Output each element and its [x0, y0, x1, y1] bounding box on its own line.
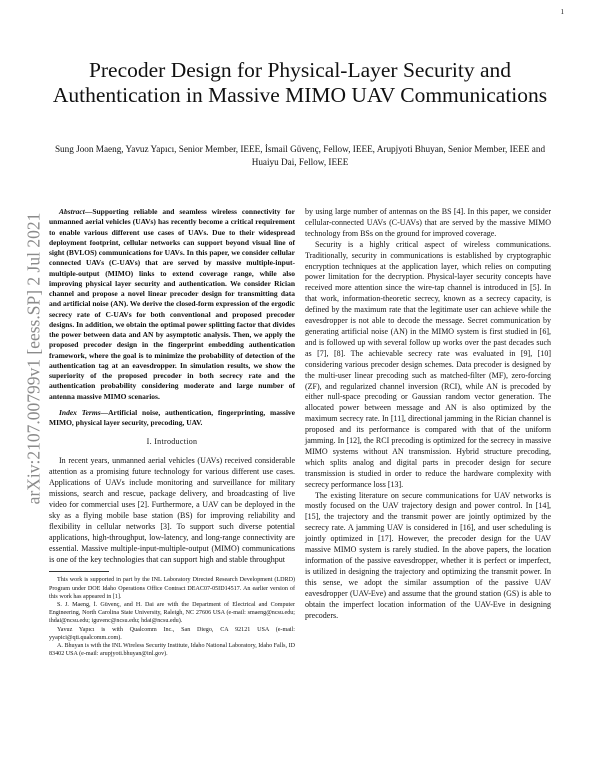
- body-paragraph: The existing literature on secure communications for UAV networks is mostly focused on the UAV trajectory design and power control. In [14], [15], the trajectory and the transmit power are jointly optimized by the secrecy rate. A jamming UAV is considered in [16], and user scheduling is jointly optimized in [17]. However, the precoder design for the UAV massive MIMO system is rarely studied. In the above papers, the location information of the passive eavesdropper, whether it is perfect or imperfect, is utilized in designing the trajectory and optimizing the transmit power. In this sense, we adopt the similar assumption of the passive UAV eavesdropper (UAV-Eve) and assume that the ground station (GS) is able to obtain the imperfect location information of the UAV-Eve in designing precoders.: [305, 490, 551, 620]
- footnote-affiliation: Yavuz Yapıcı is with Qualcomm Inc., San Diego, CA 92121 USA (e-mail: yyapici@qti.qualcomm.com).: [49, 626, 295, 641]
- footnote-affiliation: A. Bhuyan is with the INL Wireless Security Institute, Idaho National Laboratory, Idaho Falls, ID 83402 USA (e-mail: arupjyoti.bhuyan@inl.gov).: [49, 642, 295, 658]
- body-paragraph: Security is a highly critical aspect of wireless communications. Traditionally, security in communications is established by cryptographic encryption techniques at the application layer, which relies on computing power limitation for the decryption. Physical-layer security concepts have received more attention since the wire-tap channel is introduced in [5]. In that work, information-theoretic secrecy, known as a secrecy capacity, is defined by the maximum rate that the legitimate user can achieve while the eavesdropper is not able to decode the message. Secret communication by generating artificial noise (AN) in the MIMO system is first studied in [6], and is followed up with several follow up works over the past decades such as [7], [8]. The achievable secrecy rate was evaluated in [9], [10] considering various precoder design schemes. Data precoder is designed by the multi-user linear precoding such as matched-filter (MF), zero-forcing (ZF), and regularized channel inversion (RCI), while AN is precoded by either null-space precoding or Gaussian random vector generation. The allocated power between message and AN is also optimized by the maximum secrecy rate. In [11], directional jamming in the Rician channel is proposed and its performance is compared with that of the uniform jamming. In [12], the RCI precoding is optimized for the secrecy in massive MIMO systems without AN transmission. Hybrid structure precoding, which splits analog and digital parts in precoder design for secure transmission is studied in order to reduce the hardware complexity with secrecy performance loss [13].: [305, 239, 551, 489]
- right-column: [305, 207, 551, 621]
- footnote-divider: [49, 571, 109, 572]
- footnote-funding: This work is supported in part by the INL Laboratory Directed Research Development (LDRD) Program under DOE Idaho Operations Office Contract DEAC07-05ID14517. An earlier version of this work has appeared in [1].: [49, 577, 295, 600]
- abstract-text: —Supporting reliable and seamless wireless connectivity for unmanned aerial vehicles (UAVs) has recently become a critical requirement to enable various different use cases of UAVs. Due to their widespread deployment footprint, cellular networks can support beyond visual line of sight (BVLOS) communications for UAVs. In this paper, we consider cellular connected UAVs (C-UAVs) that are served by massive multiple-input-multiple-output (MIMO) links to extend coverage range, while also improving physical layer security and authentication. We consider Rician channel and propose a novel linear precoder design for transmitting data and artificial noise (AN). We derive the closed-form expression of the ergodic secrecy rate of C-UAVs for both conventional and proposed precoder designs. In addition, we obtain the optimal power splitting factor that divides the power between data and AN by asymptotic analysis. Then, we apply the proposed precoder design in the fingerprint embedding authentication framework, where the goal is to minimize the probability of detection of the authentication tag at an eavesdropper. In simulation results, we show the superiority of the proposed precoder in both secrecy rate and the authentication probability considering moderate and large number of antenna massive MIMO scenarios.: [49, 207, 295, 401]
- paper-title: Precoder Design for Physical-Layer Security and Authentication in Massive MIMO UAV Communications: [52, 58, 548, 107]
- body-paragraph: by using large number of antennas on the BS [4]. In this paper, we consider cellular-connected UAVs (C-UAVs) that are served by the massive MIMO technology from BSs on the ground for improved coverage.: [305, 207, 551, 238]
- abstract-label: Abstract: [59, 207, 85, 216]
- arxiv-identifier-stamp[interactable]: arXiv:2107.00799v1 [eess.SP] 2 Jul 2021: [23, 212, 44, 505]
- author-list: Sung Joon Maeng, Yavuz Yapıcı, Senior Member, IEEE, İsmail Güvenç, Fellow, IEEE, Arupjyoti Bhuyan, Senior Member, IEEE and Huaiyu Dai, Fellow, IEEE: [54, 144, 546, 167]
- index-terms-text: —Artificial noise, authentication, fingerprinting, massive MIMO, physical layer security, precoding, UAV.: [49, 407, 295, 427]
- index-terms-label: Index Terms: [59, 407, 101, 417]
- section-heading-introduction: I. Introduction: [146, 437, 198, 447]
- index-terms: [49, 408, 295, 429]
- body-paragraph: In recent years, unmanned aerial vehicles (UAVs) received considerable attention as a promising future technology for various different use cases. Applications of UAVs include monitoring and surveillance for military missions, search and rescue, package delivery, and broadcasting of live video for commercial uses [2]. Furthermore, a UAV can be deployed in the sky as a flying mobile base station (BS) for improving reliability and flexibility in cellular networks [3]. To support such diverse potential applications, high-throughput, low-latency, and long-range connectivity are essential. Massive multiple-input-multiple-output (MIMO) communications is one of the key technologies that can support high and stable throughput: [49, 455, 295, 565]
- footnotes: [49, 576, 295, 658]
- footnote-affiliation: S. J. Maeng, İ. Güvenç, and H. Dai are with the Department of Electrical and Computer Engineering, North Carolina State University, Raleigh, NC 27606 USA (e-mail: smaeng@ncsu.edu; ihdai@ncsu.edu; iguvenc@ncsu.edu; hdai@ncsu.edu).: [49, 601, 295, 625]
- abstract: [49, 207, 295, 402]
- left-column: [49, 207, 295, 658]
- page-number: 1: [560, 8, 564, 16]
